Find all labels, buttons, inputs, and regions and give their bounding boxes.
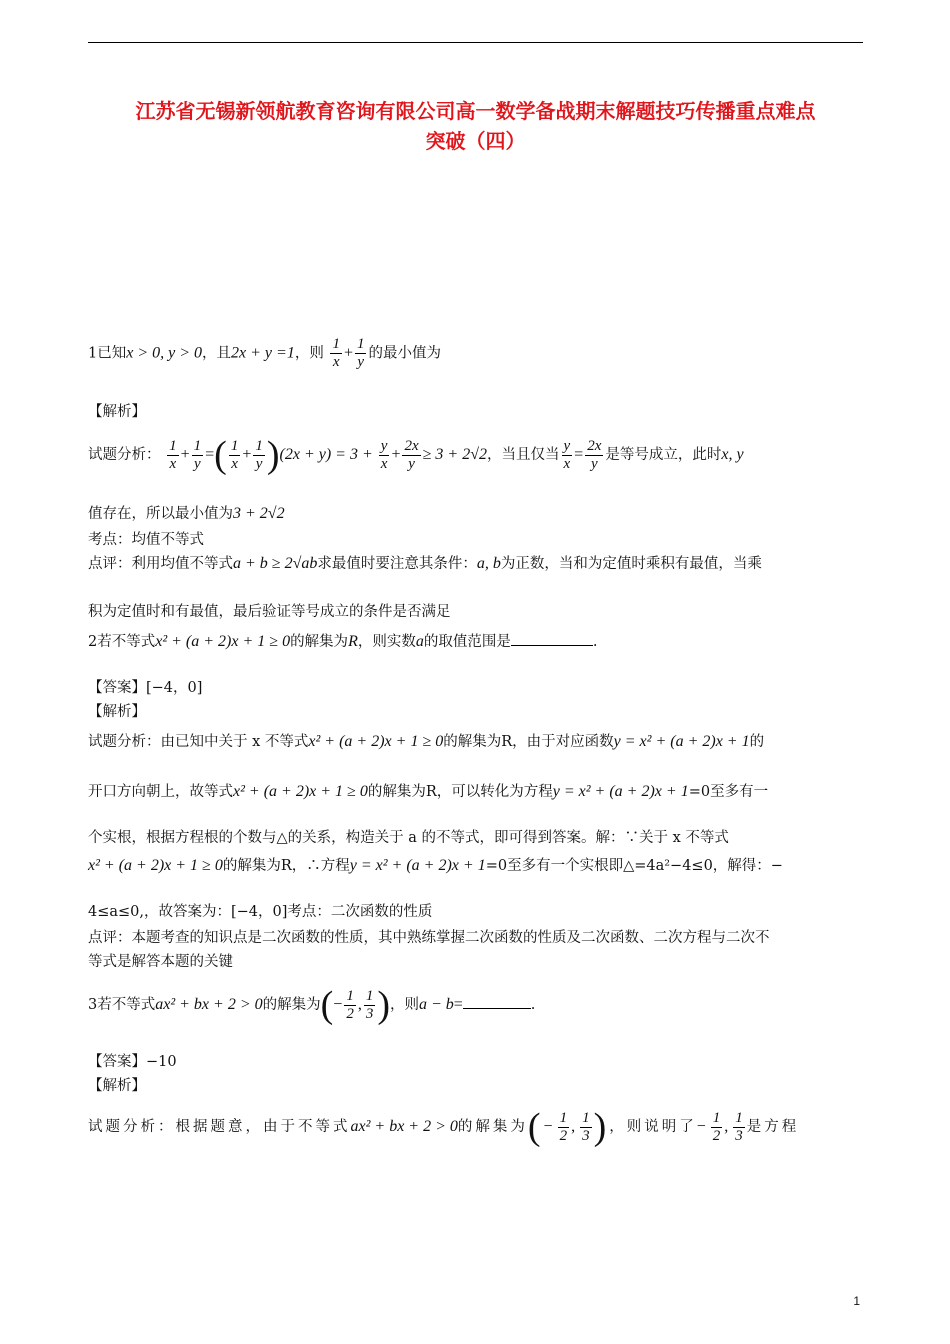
analysis-2-line-3: 个实根，根据方程根的个数与△的关系，构造关于 a 的不等式，即可得到答案。解：∵关于 x 不等式 [88, 830, 729, 846]
analysis-heading-1: 【解析】 [88, 404, 146, 420]
analysis-3-line-1: 试题分析：根据题意，由于不等式ax² + bx + 2 > 0的解集为(− $\frac{1}{2}$ , $\frac{1}{3}$ )，则说明了− $\frac{1}{2}$ , $\frac{1}{3}$ 是方程 [88, 1106, 800, 1148]
analysis-heading-3: 【解析】 [88, 1078, 146, 1094]
answer-3: 【答案】−10 [88, 1054, 177, 1070]
comment-2-line-2: 等式是解答本题的关键 [88, 954, 233, 970]
knowledge-point-1: 考点：均值不等式 [88, 532, 204, 548]
analysis-1-line-1: 试题分析： $\frac{1}{x}$ + $\frac{1}{y}$ =( $\frac{1}{x}$ + $\frac{1}{y}$ )(2x + y) = 3 + $\frac{y}{x}$ + $\frac{2x}{y}$ ≥ 3 + 2√2，当且仅当 $\frac{y}{x}$ = $\frac{2x}{y}$ 是等号成立，此时x, y [88, 434, 744, 476]
analysis-2-line-5: 4≤a≤0,，故答案为：[−4，0]考点：二次函数的性质 [88, 904, 433, 920]
analysis-2-line-1: 试题分析：由已知中关于 x 不等式x² + (a + 2)x + 1 ≥ 0的解集为R，由于对应函数y = x² + (a + 2)x + 1的 [88, 733, 765, 750]
question-3: 3若不等式ax² + bx + 2 > 0的解集为(− $\frac{1}{2}$ , $\frac{1}{3}$ )，则a − b= . [88, 984, 536, 1026]
analysis-2-line-2: 开口方向朝上，故等式x² + (a + 2)x + 1 ≥ 0的解集为R，可以转化为方程y = x² + (a + 2)x + 1=0至多有一 [88, 783, 769, 800]
fraction: $\frac{1}{y}$ [356, 336, 365, 370]
header-rule [88, 42, 863, 43]
analysis-heading-2: 【解析】 [88, 704, 146, 720]
analysis-2-line-4: x² + (a + 2)x + 1 ≥ 0的解集为R，∴方程y = x² + (a + 2)x + 1=0至多有一个实根即△=4a²−4≤0，解得：− [88, 857, 783, 874]
fraction: $\frac{1}{x}$ [332, 336, 340, 370]
answer-blank [463, 994, 531, 1009]
question-1: 1已知x > 0, y > 0，且2x + y =1，则 $\frac{1}{x}$ + $\frac{1}{y}$ 的最小值为 [88, 336, 441, 370]
answer-blank [511, 631, 593, 646]
analysis-1-line-2: 值存在，所以最小值为3 + 2√2 [88, 505, 285, 522]
page-number: 1 [853, 1294, 860, 1308]
comment-2-line-1: 点评：本题考查的知识点是二次函数的性质，其中熟练掌握二次函数的性质及二次函数、二次方程与二次不 [88, 930, 770, 946]
comment-1-line-1: 点评：利用均值不等式a + b ≥ 2√ab求最值时要注意其条件：a, b为正数，当和为定值时乘积有最值，当乘 [88, 555, 762, 572]
comment-1-line-2: 积为定值时和有最值，最后验证等号成立的条件是否满足 [88, 604, 451, 620]
answer-2: 【答案】[−4，0] [88, 680, 203, 696]
question-2: 2若不等式x² + (a + 2)x + 1 ≥ 0的解集为R，则实数a的取值范围是 . [88, 633, 598, 650]
document-title [88, 96, 863, 156]
title-line-2: 突破（四） [425, 129, 526, 153]
title-line-1: 江苏省无锡新领航教育咨询有限公司高一数学备战期末解题技巧传播重点难点 [135, 99, 816, 123]
